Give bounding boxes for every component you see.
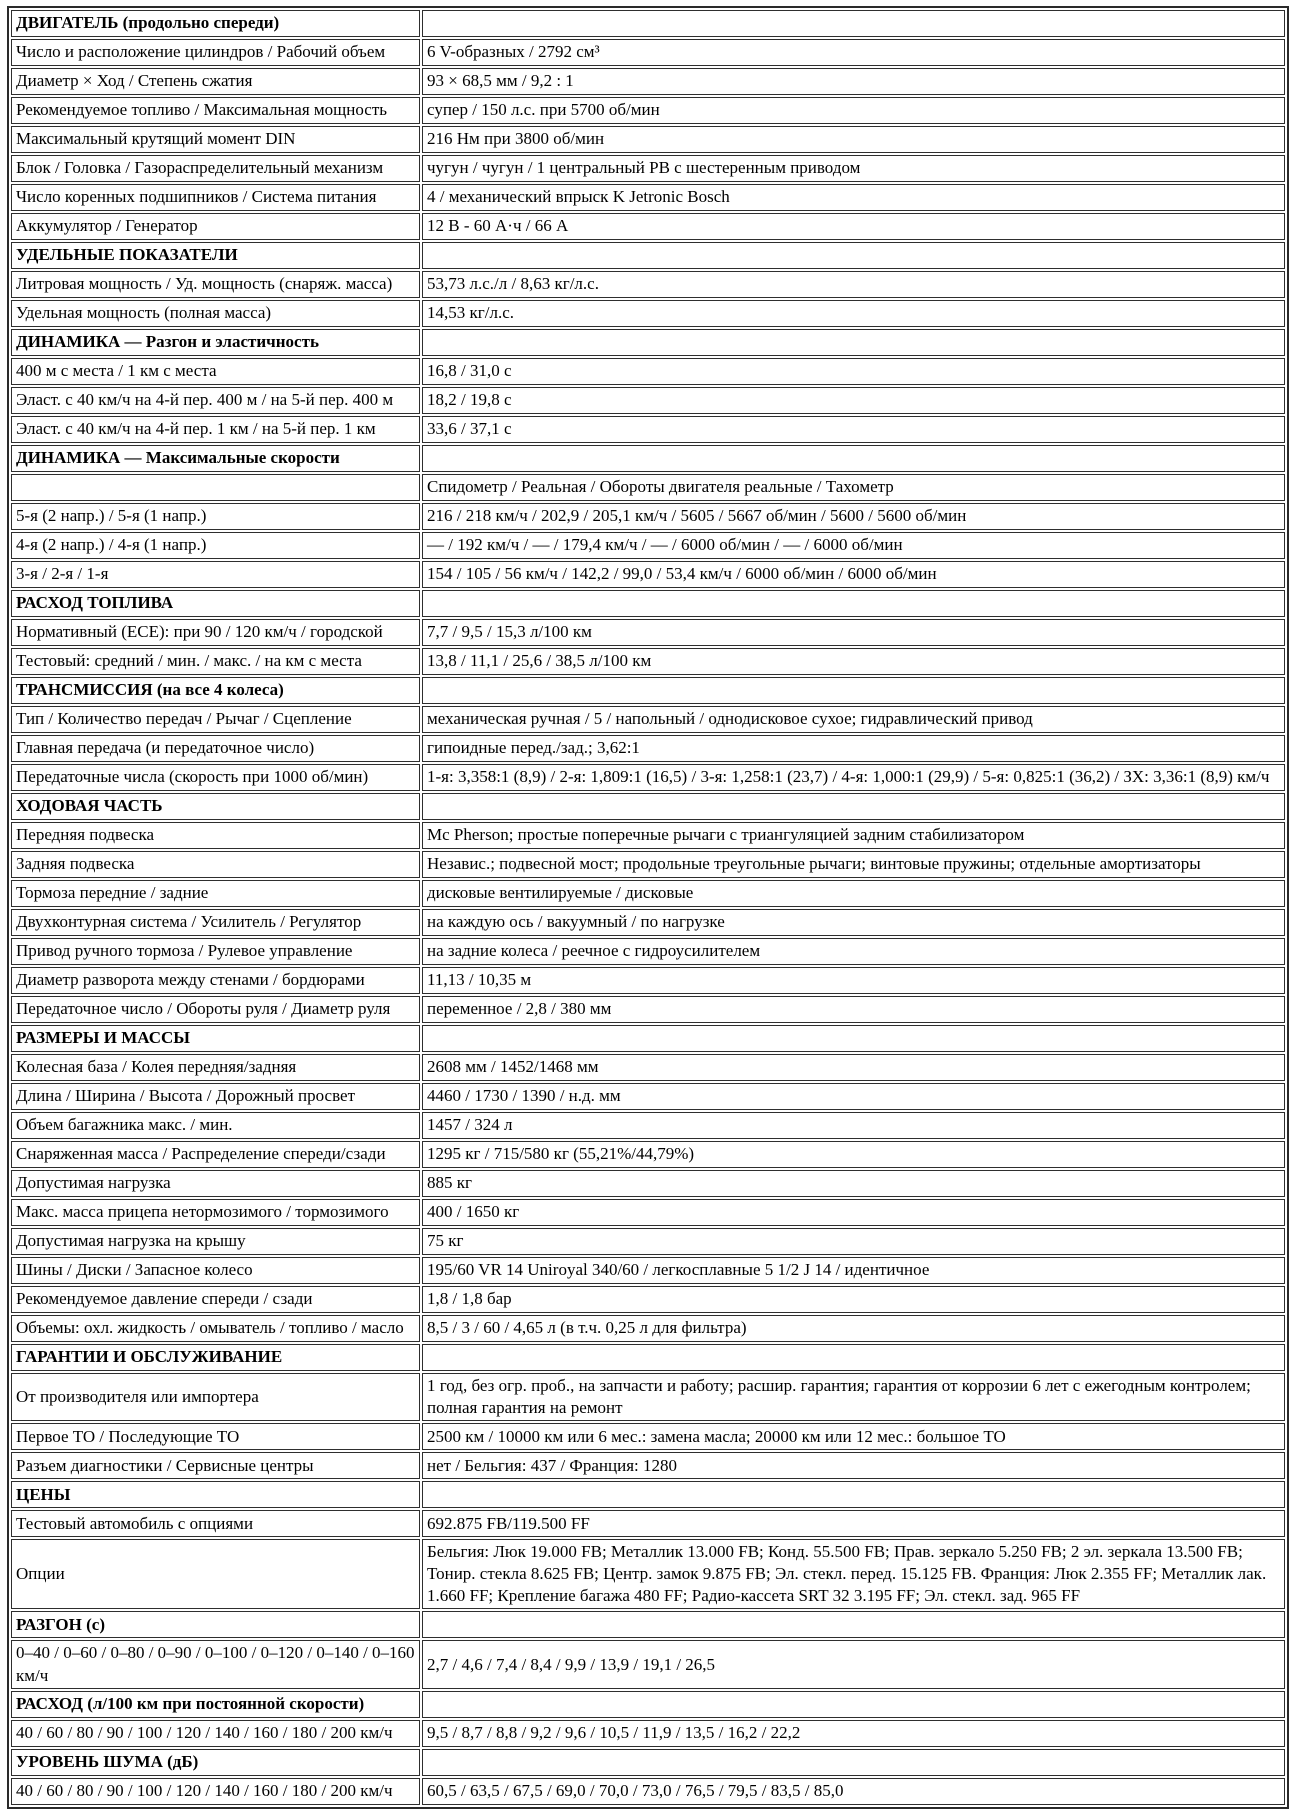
spec-row (11, 851, 1285, 878)
spec-label-cell: Эласт. с 40 км/ч на 4-й пер. 1 км / на 5-й пер. 1 км (11, 416, 420, 443)
spec-row (11, 648, 1285, 675)
spec-row (11, 1539, 1285, 1609)
spec-label-cell: Тестовый: средний / мин. / макс. / на км с места (11, 648, 420, 675)
spec-label-cell: Рекомендуемое давление спереди / сзади (11, 1286, 420, 1313)
spec-value-cell: 60,5 / 63,5 / 67,5 / 69,0 / 70,0 / 73,0 / 76,5 / 79,5 / 83,5 / 85,0 (422, 1778, 1285, 1805)
spec-row (11, 1373, 1285, 1421)
spec-row (11, 1720, 1285, 1747)
section-row (11, 1611, 1285, 1638)
section-row (11, 590, 1285, 617)
spec-label-cell: Двухконтурная система / Усилитель / Регулятор (11, 909, 420, 936)
section-row (11, 1749, 1285, 1776)
spec-value-cell: 2608 мм / 1452/1468 мм (422, 1054, 1285, 1081)
spec-label-cell: Шины / Диски / Запасное колесо (11, 1257, 420, 1284)
spec-value-cell (422, 1611, 1285, 1638)
spec-value-cell: 4460 / 1730 / 1390 / н.д. мм (422, 1083, 1285, 1110)
spec-label-cell: Передаточное число / Обороты руля / Диаметр руля (11, 996, 420, 1023)
spec-label-cell: Тестовый автомобиль с опциями (11, 1510, 420, 1537)
spec-row (11, 1778, 1285, 1805)
spec-row (11, 967, 1285, 994)
spec-value-cell: 2500 км / 10000 км или 6 мес.: замена масла; 20000 км или 12 мес.: большое ТО (422, 1423, 1285, 1450)
section-row (11, 1344, 1285, 1371)
section-header-cell: ТРАНСМИССИЯ (на все 4 колеса) (11, 677, 420, 704)
spec-row (11, 1228, 1285, 1255)
section-header-cell: ДИНАМИКА — Максимальные скорости (11, 445, 420, 472)
spec-value-cell: — / 192 км/ч / — / 179,4 км/ч / — / 6000 об/мин / — / 6000 об/мин (422, 532, 1285, 559)
section-header-cell: УРОВЕНЬ ШУМА (дБ) (11, 1749, 420, 1776)
spec-row (11, 39, 1285, 66)
spec-row (11, 1170, 1285, 1197)
section-row (11, 1691, 1285, 1718)
spec-value-cell: Mc Pherson; простые поперечные рычаги с триангуляцией задним стабилизатором (422, 822, 1285, 849)
section-row (11, 242, 1285, 269)
spec-value-cell: гипоидные перед./зад.; 3,62:1 (422, 735, 1285, 762)
spec-value-cell (422, 793, 1285, 820)
spec-value-cell: 4 / механический впрыск K Jetronic Bosch (422, 184, 1285, 211)
section-header-cell: УДЕЛЬНЫЕ ПОКАЗАТЕЛИ (11, 242, 420, 269)
spec-label-cell (11, 474, 420, 501)
spec-row (11, 1054, 1285, 1081)
spec-row (11, 938, 1285, 965)
spec-label-cell: Тормоза передние / задние (11, 880, 420, 907)
spec-value-cell: Бельгия: Люк 19.000 FB; Металлик 13.000 FB; Конд. 55.500 FB; Прав. зеркало 5.250 FB; 2 эл. зеркала 13.500 FB; Тонир. стекла 8.625 FB; Центр. замок 9.875 FB; Эл. стекл. перед. 15.125 FB. Франция: Люк 2.355 FF; Металлик лак. 1.660 FF; Крепление багажа 480 FF; Радио-кассета SRT 32 3.195 FF; Эл. стекл. зад. 965 FF (422, 1539, 1285, 1609)
spec-value-cell: 7,7 / 9,5 / 15,3 л/100 км (422, 619, 1285, 646)
spec-value-cell: 9,5 / 8,7 / 8,8 / 9,2 / 9,6 / 10,5 / 11,9 / 13,5 / 16,2 / 22,2 (422, 1720, 1285, 1747)
spec-row (11, 996, 1285, 1023)
spec-label-cell: От производителя или импортера (11, 1373, 420, 1421)
section-row (11, 329, 1285, 356)
spec-value-cell: Спидометр / Реальная / Обороты двигателя реальные / Тахометр (422, 474, 1285, 501)
spec-label-cell: Длина / Ширина / Высота / Дорожный просвет (11, 1083, 420, 1110)
spec-value-cell: на каждую ось / вакуумный / по нагрузке (422, 909, 1285, 936)
spec-row (11, 503, 1285, 530)
spec-label-cell: Снаряженная масса / Распределение спереди/сзади (11, 1141, 420, 1168)
spec-row (11, 532, 1285, 559)
spec-label-cell: Диаметр × Ход / Степень сжатия (11, 68, 420, 95)
spec-row (11, 735, 1285, 762)
spec-value-cell: 885 кг (422, 1170, 1285, 1197)
spec-row (11, 1315, 1285, 1342)
spec-value-cell: 1457 / 324 л (422, 1112, 1285, 1139)
spec-table (7, 6, 1289, 1809)
spec-value-cell (422, 1691, 1285, 1718)
spec-row (11, 1199, 1285, 1226)
section-row (11, 10, 1285, 37)
spec-label-cell: Привод ручного тормоза / Рулевое управление (11, 938, 420, 965)
section-row (11, 445, 1285, 472)
spec-label-cell: 5-я (2 напр.) / 5-я (1 напр.) (11, 503, 420, 530)
spec-value-cell: 692.875 FB/119.500 FF (422, 1510, 1285, 1537)
spec-value-cell: 1295 кг / 715/580 кг (55,21%/44,79%) (422, 1141, 1285, 1168)
spec-row (11, 387, 1285, 414)
section-header-cell: ХОДОВАЯ ЧАСТЬ (11, 793, 420, 820)
spec-value-cell: 2,7 / 4,6 / 7,4 / 8,4 / 9,9 / 13,9 / 19,1 / 26,5 (422, 1640, 1285, 1688)
spec-row (11, 155, 1285, 182)
spec-value-cell (422, 445, 1285, 472)
spec-value-cell: 11,13 / 10,35 м (422, 967, 1285, 994)
section-header-cell: РАСХОД (л/100 км при постоянной скорости) (11, 1691, 420, 1718)
spec-row (11, 474, 1285, 501)
spec-row (11, 1257, 1285, 1284)
spec-label-cell: 400 м с места / 1 км с места (11, 358, 420, 385)
spec-row (11, 358, 1285, 385)
section-header-cell: РАСХОД ТОПЛИВА (11, 590, 420, 617)
spec-value-cell: 13,8 / 11,1 / 25,6 / 38,5 л/100 км (422, 648, 1285, 675)
spec-row (11, 213, 1285, 240)
spec-label-cell: 40 / 60 / 80 / 90 / 100 / 120 / 140 / 160 / 180 / 200 км/ч (11, 1778, 420, 1805)
spec-row (11, 271, 1285, 298)
spec-label-cell: Тип / Количество передач / Рычаг / Сцепление (11, 706, 420, 733)
spec-row (11, 619, 1285, 646)
spec-label-cell: 40 / 60 / 80 / 90 / 100 / 120 / 140 / 160 / 180 / 200 км/ч (11, 1720, 420, 1747)
spec-value-cell: 6 V-образных / 2792 см³ (422, 39, 1285, 66)
spec-label-cell: Задняя подвеска (11, 851, 420, 878)
spec-label-cell: Удельная мощность (полная масса) (11, 300, 420, 327)
spec-value-cell: 154 / 105 / 56 км/ч / 142,2 / 99,0 / 53,4 км/ч / 6000 об/мин / 6000 об/мин (422, 561, 1285, 588)
spec-value-cell: 216 Нм при 3800 об/мин (422, 126, 1285, 153)
spec-value-cell: 400 / 1650 кг (422, 1199, 1285, 1226)
spec-row (11, 416, 1285, 443)
spec-value-cell (422, 590, 1285, 617)
spec-value-cell: 93 × 68,5 мм / 9,2 : 1 (422, 68, 1285, 95)
spec-value-cell: 33,6 / 37,1 с (422, 416, 1285, 443)
spec-label-cell: Эласт. с 40 км/ч на 4-й пер. 400 м / на 5-й пер. 400 м (11, 387, 420, 414)
spec-row (11, 561, 1285, 588)
spec-value-cell (422, 242, 1285, 269)
spec-label-cell: Макс. масса прицепа нетормозимого / тормозимого (11, 1199, 420, 1226)
spec-label-cell: 3-я / 2-я / 1-я (11, 561, 420, 588)
spec-label-cell: 4-я (2 напр.) / 4-я (1 напр.) (11, 532, 420, 559)
spec-value-cell (422, 677, 1285, 704)
spec-value-cell: 14,53 кг/л.с. (422, 300, 1285, 327)
spec-value-cell: дисковые вентилируемые / дисковые (422, 880, 1285, 907)
section-header-cell: ЦЕНЫ (11, 1481, 420, 1508)
spec-value-cell: 75 кг (422, 1228, 1285, 1255)
spec-row (11, 1452, 1285, 1479)
section-header-cell: РАЗМЕРЫ И МАССЫ (11, 1025, 420, 1052)
spec-row (11, 706, 1285, 733)
spec-label-cell: Рекомендуемое топливо / Максимальная мощность (11, 97, 420, 124)
spec-label-cell: Передняя подвеска (11, 822, 420, 849)
spec-row (11, 300, 1285, 327)
spec-row (11, 126, 1285, 153)
spec-value-cell: 12 В - 60 А·ч / 66 А (422, 213, 1285, 240)
section-row (11, 1481, 1285, 1508)
spec-label-cell: 0–40 / 0–60 / 0–80 / 0–90 / 0–100 / 0–120 / 0–140 / 0–160 км/ч (11, 1640, 420, 1688)
section-header-cell: РАЗГОН (с) (11, 1611, 420, 1638)
spec-value-cell: 195/60 VR 14 Uniroyal 340/60 / легкосплавные 5 1/2 J 14 / идентичное (422, 1257, 1285, 1284)
spec-row (11, 764, 1285, 791)
spec-value-cell: механическая ручная / 5 / напольный / однодисковое сухое; гидравлический привод (422, 706, 1285, 733)
spec-value-cell: переменное / 2,8 / 380 мм (422, 996, 1285, 1023)
section-header-cell: ДИНАМИКА — Разгон и эластичность (11, 329, 420, 356)
spec-value-cell (422, 10, 1285, 37)
section-row (11, 677, 1285, 704)
spec-row (11, 822, 1285, 849)
spec-label-cell: Колесная база / Колея передняя/задняя (11, 1054, 420, 1081)
spec-label-cell: Объем багажника макс. / мин. (11, 1112, 420, 1139)
spec-label-cell: Максимальный крутящий момент DIN (11, 126, 420, 153)
spec-value-cell: 216 / 218 км/ч / 202,9 / 205,1 км/ч / 5605 / 5667 об/мин / 5600 / 5600 об/мин (422, 503, 1285, 530)
spec-label-cell: Нормативный (ЕСЕ): при 90 / 120 км/ч / городской (11, 619, 420, 646)
spec-value-cell: чугун / чугун / 1 центральный РВ с шестеренным приводом (422, 155, 1285, 182)
spec-label-cell: Объемы: охл. жидкость / омыватель / топливо / масло (11, 1315, 420, 1342)
spec-value-cell: 1,8 / 1,8 бар (422, 1286, 1285, 1313)
spec-value-cell: на задние колеса / реечное с гидроусилителем (422, 938, 1285, 965)
spec-row (11, 97, 1285, 124)
section-row (11, 1025, 1285, 1052)
spec-row (11, 1141, 1285, 1168)
spec-value-cell (422, 1749, 1285, 1776)
spec-value-cell (422, 1344, 1285, 1371)
spec-row (11, 1286, 1285, 1313)
spec-row (11, 880, 1285, 907)
spec-value-cell: нет / Бельгия: 437 / Франция: 1280 (422, 1452, 1285, 1479)
spec-value-cell: Независ.; подвесной мост; продольные треугольные рычаги; винтовые пружины; отдельные амортизаторы (422, 851, 1285, 878)
spec-label-cell: Допустимая нагрузка на крышу (11, 1228, 420, 1255)
spec-row (11, 1112, 1285, 1139)
spec-label-cell: Аккумулятор / Генератор (11, 213, 420, 240)
section-row (11, 793, 1285, 820)
spec-row (11, 184, 1285, 211)
spec-row (11, 1510, 1285, 1537)
spec-value-cell: супер / 150 л.с. при 5700 об/мин (422, 97, 1285, 124)
spec-row (11, 68, 1285, 95)
spec-label-cell: Диаметр разворота между стенами / бордюрами (11, 967, 420, 994)
spec-label-cell: Литровая мощность / Уд. мощность (снаряж. масса) (11, 271, 420, 298)
spec-value-cell (422, 1481, 1285, 1508)
spec-row (11, 1083, 1285, 1110)
spec-value-cell: 18,2 / 19,8 с (422, 387, 1285, 414)
spec-row (11, 1423, 1285, 1450)
spec-label-cell: Разъем диагностики / Сервисные центры (11, 1452, 420, 1479)
spec-row (11, 909, 1285, 936)
spec-row (11, 1640, 1285, 1688)
spec-label-cell: Передаточные числа (скорость при 1000 об/мин) (11, 764, 420, 791)
spec-label-cell: Блок / Головка / Газораспределительный механизм (11, 155, 420, 182)
spec-value-cell: 53,73 л.с./л / 8,63 кг/л.с. (422, 271, 1285, 298)
spec-label-cell: Опции (11, 1539, 420, 1609)
spec-label-cell: Первое ТО / Последующие ТО (11, 1423, 420, 1450)
spec-label-cell: Число коренных подшипников / Система питания (11, 184, 420, 211)
spec-value-cell (422, 1025, 1285, 1052)
spec-value-cell: 1 год, без огр. проб., на запчасти и работу; расшир. гарантия; гарантия от коррозии 6 лет с ежегодным контролем; полная гарантия на ремонт (422, 1373, 1285, 1421)
section-header-cell: ГАРАНТИИ И ОБСЛУЖИВАНИЕ (11, 1344, 420, 1371)
section-header-cell: ДВИГАТЕЛЬ (продольно спереди) (11, 10, 420, 37)
spec-label-cell: Главная передача (и передаточное число) (11, 735, 420, 762)
spec-value-cell: 16,8 / 31,0 с (422, 358, 1285, 385)
spec-value-cell: 8,5 / 3 / 60 / 4,65 л (в т.ч. 0,25 л для фильтра) (422, 1315, 1285, 1342)
spec-value-cell: 1-я: 3,358:1 (8,9) / 2-я: 1,809:1 (16,5) / 3-я: 1,258:1 (23,7) / 4-я: 1,000:1 (29,9) / 5-я: 0,825:1 (36,2) / ЗХ: 3,36:1 (8,9) км/ч (422, 764, 1285, 791)
spec-value-cell (422, 329, 1285, 356)
spec-table-body (11, 10, 1285, 1805)
spec-label-cell: Число и расположение цилиндров / Рабочий объем (11, 39, 420, 66)
spec-label-cell: Допустимая нагрузка (11, 1170, 420, 1197)
